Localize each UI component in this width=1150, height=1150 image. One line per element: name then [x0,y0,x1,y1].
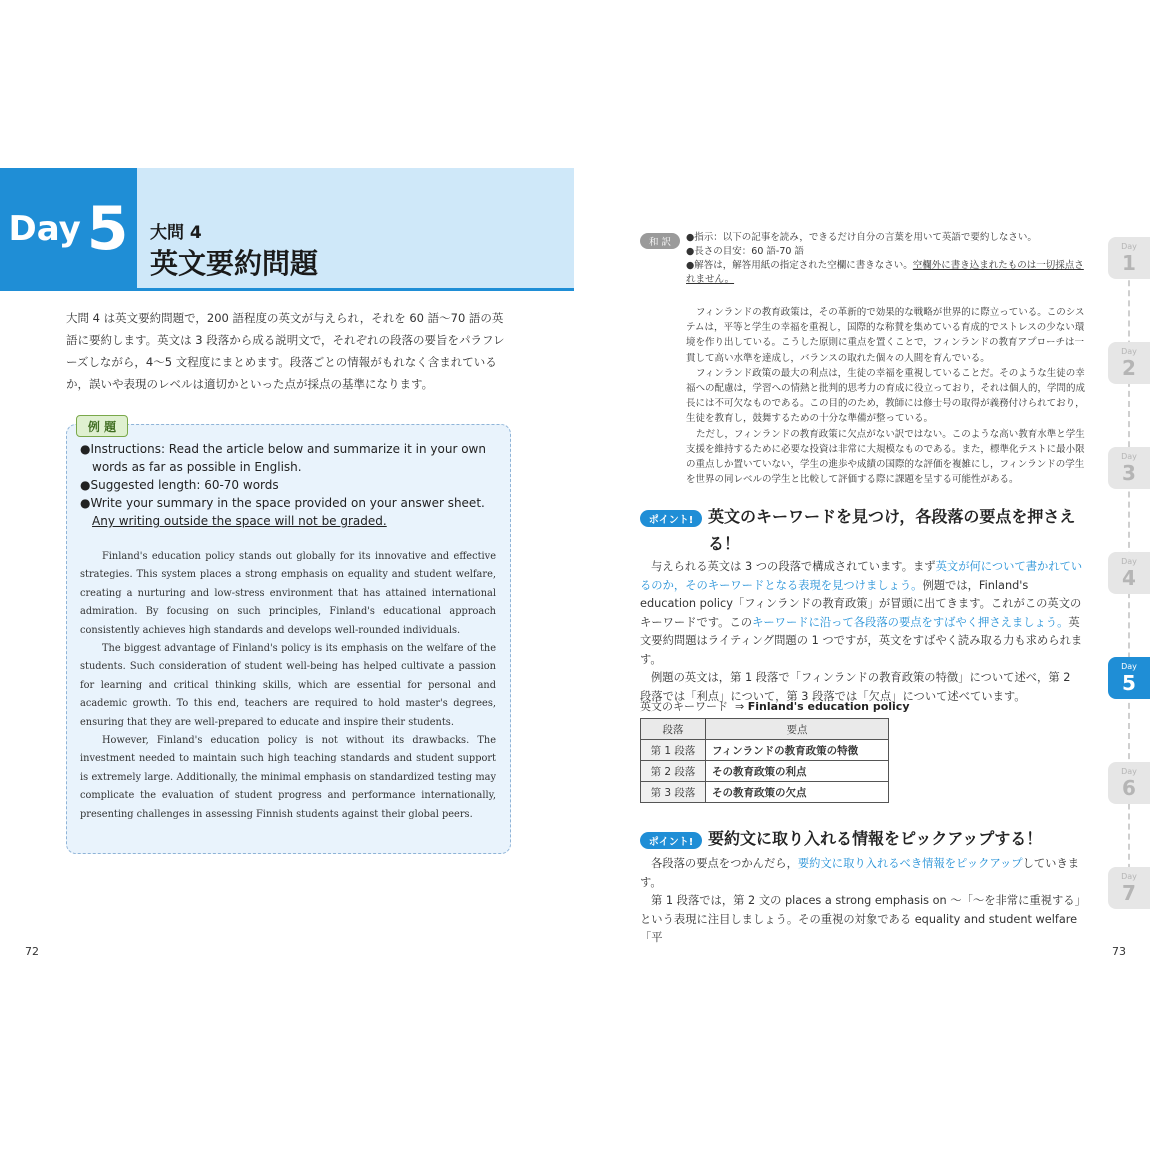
tab-word: Day [1121,662,1137,671]
point-heading: 要約文に取り入れる情報をピックアップする！ [708,829,1043,848]
day-tab-1[interactable] [1108,237,1150,279]
point1-body [640,558,1085,706]
summary-table [640,718,889,803]
article-paragraph: The biggest advantage of Finland's policy is its emphasis on the welfare of the students. Such consideration of student well-being has helped cultivate a passion for learning and critical thinking skills, which are essential for personal and academic growth. To this end, teachers are required to hold master's degrees, ensuring that they are well-prepared to educate and inspire their students. [80,643,496,728]
table-cell: フィンランドの教育政策の特徴 [706,740,889,761]
tab-word: Day [1121,767,1137,776]
highlight-text: キーワードに沿って各段落の要点をすばやく押さえましょう。 [752,615,1069,629]
tab-number: 7 [1122,881,1136,905]
header-rule [0,288,574,291]
tab-number: 2 [1122,356,1136,380]
instruction-line: ●Instructions: Read the article below and summarize it in your own words as far as possible in English. [80,442,486,474]
example-article [80,548,496,824]
table-header: 段落 [641,719,706,740]
tab-word: Day [1121,347,1137,356]
instruction-underlined: Any writing outside the space will not be graded. [92,514,387,528]
translation-prompt-line: ●指示：以下の記事を読み，できるだけ自分の言葉を用いて英語で要約しなさい。 [686,232,1037,243]
example-label: 例 題 [76,415,128,437]
day-tab-6[interactable] [1108,762,1150,804]
body-text: 第 1 段落では，第 2 文の places a strong emphasis on ～「～を非常に重視する」という表現に注目しましょう。その重視の対象である equality and student welfare「平 [640,894,1081,944]
body-text: していきます。 [640,857,1080,889]
instruction-line: ●Write your summary in the space provided on your answer sheet. [80,496,485,510]
translation-paragraph: フィンランドの教育政策は，その革新的で効果的な戦略が世界的に際立っている。このシステムは，平等と学生の幸福を重視し，国際的な称賛を集めている育成的でストレスの少ない環境を作り出している。こうした原則に重点を置くことで，フィンランドの教育アプローチは一貫して高い水準を達成し，バランスの取れた個々の人間を育んでいる。 [686,307,1085,364]
day-badge [0,168,137,290]
table-cell: その教育政策の利点 [706,761,889,782]
body-text: 例題の英文は，第 1 段落で「フィンランドの教育政策の特徴」について述べ，第 2 段落では「利点」について，第 3 段落では「欠点」について述べています。 [640,671,1071,703]
tab-number: 1 [1122,251,1136,275]
keyword-line [640,698,910,714]
translation-badge: 和 訳 [640,233,680,249]
translation-paragraph: フィンランド政策の最大の利点は，生徒の幸福を重視していることだ。そのような生徒の幸福への配慮は，学習への情熱と批判的思考力の育成に役立っており，それは個人的，学問的成長には不可欠なものである。この目的のため，教師には修士号の取得が義務付けられており，生徒を教育し，鼓舞するための十分な準備が整っている。 [686,367,1086,425]
instructions [80,440,498,530]
tab-number: 6 [1122,776,1136,800]
table-cell: 第 3 段落 [641,782,706,803]
translation-prompt-line: ●長さの目安：60 語-70 語 [686,246,804,257]
table-cell: その教育政策の欠点 [706,782,889,803]
tab-number: 5 [1122,671,1136,695]
tab-word: Day [1121,242,1137,251]
body-text: 各段落の要点をつかんだら， [651,857,798,870]
body-text: 与えられる英文は 3 つの段落で構成されています。まず [651,560,936,573]
translation-article [686,305,1086,487]
keyword-value: Finland's education policy [747,700,910,713]
article-paragraph: Finland's education policy stands out globally for its innovative and effective strategies. This system places a strong emphasis on equality and student welfare, creating a nurturing and low-stress environment that has attained international admiration. By focusing on such principles, Finland's educational approach consistently achieves high standards and develops well-rounded individuals. [80,551,496,636]
point2-body [640,855,1085,948]
day-tab-4[interactable] [1108,552,1150,594]
tab-word: Day [1121,557,1137,566]
tab-number: 3 [1122,461,1136,485]
table-row [641,782,889,803]
body-text: 英文要約問題はライティング問題の 1 つですが，英文をすばやく読み取る力も求められます。 [640,615,1083,666]
table-cell: 第 2 段落 [641,761,706,782]
translation-paragraph: ただし，フィンランドの教育政策に欠点がない訳ではない。このような高い教育水準と学生支援を維持するために必要な投資は非常に大規模なものである。また，標準化テストに最小限の重点しか置いていない，学生の進歩や成績の国際的な評価を複雑にし，フィンランドの学生を世界の同レベルの学生と比較して評価する際に課題を呈する可能性がある。 [686,428,1085,486]
article-paragraph: However, Finland's education policy is not without its drawbacks. The investment needed to maintain such high teaching standards and student support is extremely large. Additionally, the minimal emphasis on standardized testing may complicate the evaluation of student progress and performance internationally, presenting challenges in assessing Finnish students against their global peers. [80,735,496,820]
tab-number: 4 [1122,566,1136,590]
body-text: 例題では，Finland's education policy「フィンランドの教育政策」が冒頭に出てきます。これがこの英文のキーワードです。この [640,578,1082,629]
page-number-right: 73 [1112,945,1126,958]
point-heading: 英文のキーワードを見つけ，各段落の要点を押さえる！ [708,507,1076,553]
translation-prompt [686,231,1086,287]
instruction-line: ●Suggested length: 60-70 words [80,478,279,492]
translation-prompt-underlined: 空欄外に書き込まれたものは一切採点されません。 [686,260,1084,285]
tab-word: Day [1121,452,1137,461]
day-tab-3[interactable] [1108,447,1150,489]
intro-text: 大問 4 は英文要約問題で，200 語程度の英文が与えられ，それを 60 語～70 語の英語に要約します。英文は 3 段落から成る説明文で，それぞれの段落の要旨をパラフレーズしながら，4～5 文程度にまとめます。段落ごとの情報がもれなく含まれているか，誤いや表現のレベルは適切かといった点が採点の基準になります。 [66,311,505,391]
day-tab-5[interactable] [1108,657,1150,699]
point-badge: ポイント! [640,832,702,849]
highlight-text: 英文が何について書かれているのか，そのキーワードとなる表現を見つけましょう。 [640,560,1083,592]
table-cell: 第 1 段落 [641,740,706,761]
translation-prompt-line: ●解答は，解答用紙の指定された空欄に書きなさい。 [686,260,913,271]
arrow-icon: ⇒ [735,700,745,713]
keyword-label: 英文のキーワード [640,700,728,713]
table-header: 要点 [706,719,889,740]
tab-word: Day [1121,872,1137,881]
table-row [641,761,889,782]
table-header-row [641,719,889,740]
page-title: 英文要約問題 [150,247,319,280]
question-label: 大問 4 [150,223,202,243]
highlight-text: 要約文に取り入れるべき情報をピックアップ [797,857,1023,870]
table-row [641,740,889,761]
day-tab-2[interactable] [1108,342,1150,384]
day-word: Day [8,209,81,249]
day-number: 5 [86,194,129,264]
point-badge: ポイント! [640,510,702,527]
day-tab-7[interactable] [1108,867,1150,909]
page-number-left: 72 [25,945,39,958]
